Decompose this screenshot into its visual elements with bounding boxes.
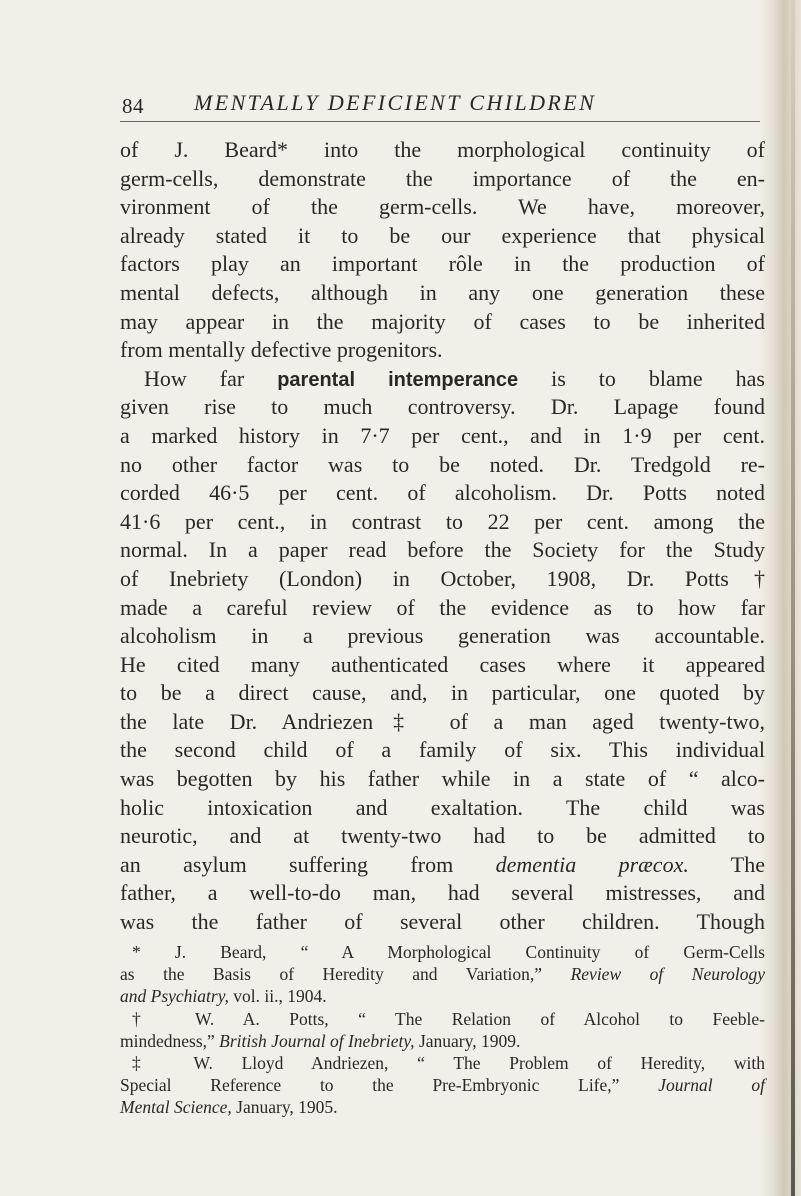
text-line bbox=[120, 365, 765, 394]
text-line: made a careful review of the evidence as to how far bbox=[120, 594, 765, 620]
text-line: 41·6 per cent., in contrast to 22 per cent. among the bbox=[120, 508, 765, 534]
text-line: father, a well-to-do man, had several mistresses, and bbox=[120, 880, 765, 906]
text-line: neurotic, and at twenty-two had to be admitted to bbox=[120, 823, 765, 849]
footnote-line: * J. Beard, “ A Morphological Continuity of Germ-Cells bbox=[132, 942, 765, 962]
text-line: of Inebriety (London) in October, 1908, Dr. Potts† bbox=[120, 565, 765, 591]
text-line: already stated it to be our experience that physical bbox=[120, 222, 765, 248]
text-line: alcoholism in a previous generation was accountable. bbox=[120, 623, 765, 649]
footnote-line bbox=[120, 1030, 765, 1052]
text-span: mindedness,” bbox=[120, 1030, 220, 1051]
text-line: holic intoxication and exaltation. The child was bbox=[120, 794, 765, 820]
italic-citation: Journal of bbox=[658, 1075, 765, 1096]
text-line: He cited many authenticated cases where it appeared bbox=[120, 651, 765, 677]
text-line: no other factor was to be noted. Dr. Tredgold re- bbox=[120, 451, 765, 477]
text-span: vol. ii., 1904. bbox=[228, 986, 327, 1007]
text-line: of J. Beard* into the morphological continuity of bbox=[120, 137, 765, 162]
footnote-line: † W. A. Potts, “ The Relation of Alcohol to Feeble- bbox=[132, 1008, 765, 1029]
italic-citation: and Psychiatry, bbox=[120, 986, 229, 1007]
text-span: January, 1909. bbox=[414, 1030, 521, 1051]
text-span: How far bbox=[144, 365, 278, 391]
text-line bbox=[120, 851, 765, 880]
text-line: to be a direct cause, and, in particular, one quoted by bbox=[120, 680, 765, 706]
text-line: mental defects, although in any one generation these bbox=[120, 279, 765, 305]
text-line: normal. In a paper read before the Society for the Study bbox=[120, 537, 765, 563]
footnotes bbox=[120, 941, 765, 1119]
text-span: January, 1905. bbox=[231, 1097, 338, 1118]
text-span: an asylum suffering from bbox=[120, 851, 496, 877]
header-rule bbox=[120, 121, 760, 122]
text-line: was begotten by his father while in a state of “ alco- bbox=[120, 766, 765, 792]
text-line: factors play an important rôle in the production of bbox=[120, 251, 765, 277]
italic-term: dementia præcox. bbox=[495, 851, 689, 877]
italic-citation: Review of Neurology bbox=[570, 964, 766, 985]
italic-citation: British Journal of Inebriety, bbox=[219, 1030, 415, 1051]
page-edge-shadow bbox=[791, 0, 795, 1196]
text-line: given rise to much controversy. Dr. Lapage found bbox=[120, 394, 765, 420]
text-span: as the Basis of Heredity and Variation,” bbox=[120, 964, 571, 985]
footnote-line bbox=[120, 985, 765, 1007]
page-number: 84 bbox=[122, 94, 144, 118]
running-title: MENTALLY DEFICIENT CHILDREN bbox=[194, 90, 597, 115]
text-line: germ-cells, demonstrate the importance of the en- bbox=[120, 165, 765, 191]
text-line: the late Dr. Andriezen‡ of a man aged twenty-two, bbox=[120, 708, 765, 734]
footnote-line: ‡ W. Lloyd Andriezen, “ The Problem of Heredity, with bbox=[132, 1052, 765, 1073]
text-line: was the father of several other children. Though bbox=[120, 909, 765, 935]
text-line: corded 46·5 per cent. of alcoholism. Dr. Potts noted bbox=[120, 480, 765, 506]
bold-heading-phrase: parental intemperance bbox=[277, 368, 519, 391]
italic-citation: Mental Science, bbox=[120, 1097, 232, 1118]
text-line: from mentally defective progenitors. bbox=[120, 337, 443, 363]
text-line: may appear in the majority of cases to be inherited bbox=[120, 308, 765, 334]
body-text bbox=[120, 136, 765, 937]
text-line: a marked history in 7·7 per cent., and in 1·9 per cent. bbox=[120, 422, 765, 448]
footnote-line bbox=[120, 1074, 765, 1096]
footnote-line bbox=[120, 1096, 765, 1118]
running-header bbox=[122, 90, 642, 120]
text-span: Special Reference to the Pre-Embryonic Life,” bbox=[120, 1075, 659, 1096]
footnote-line bbox=[120, 963, 765, 985]
text-line: the second child of a family of six. This individual bbox=[120, 737, 765, 763]
text-span: is to blame has bbox=[518, 365, 765, 391]
text-line: vironment of the germ-cells. We have, moreover, bbox=[120, 194, 765, 220]
text-span: The bbox=[688, 851, 766, 877]
